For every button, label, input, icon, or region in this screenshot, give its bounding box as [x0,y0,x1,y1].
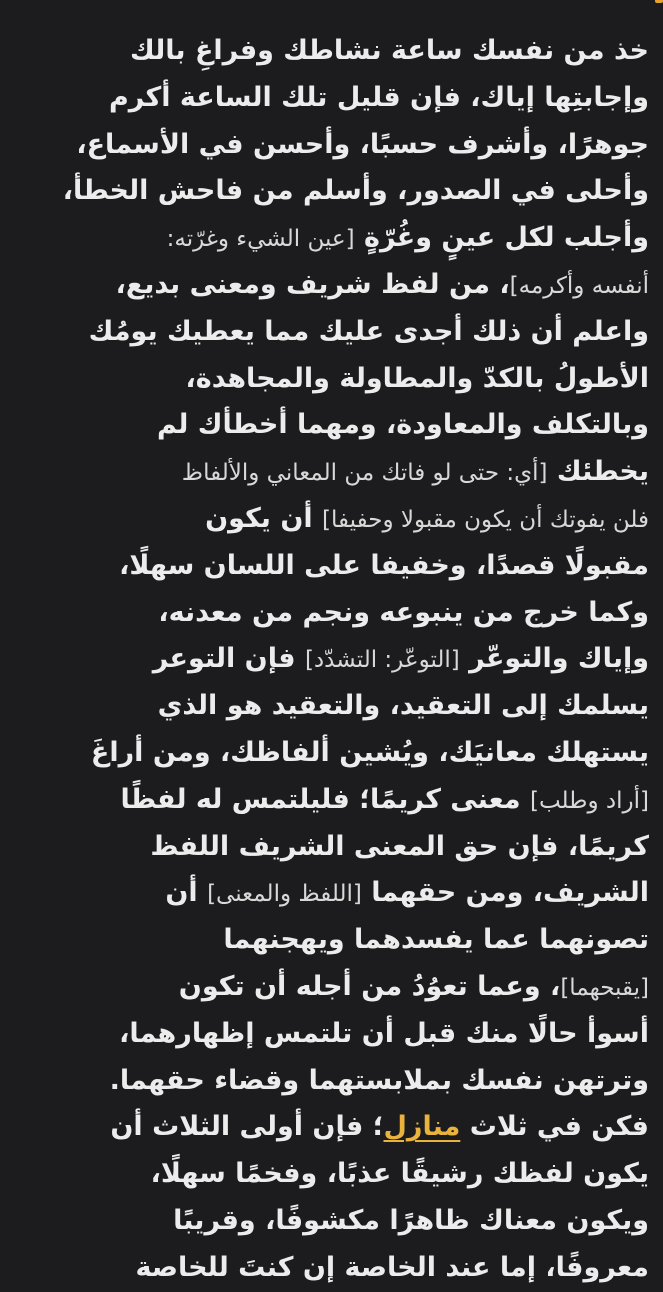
text-line: يستهلك معانيَك، ويُشين ألفاظك، ومن أراغَ [90,736,649,768]
gloss-note: فلن يفوتك أن يكون مقبولا وحفيفا] [322,506,649,533]
document-text [14,28,649,1292]
text-line: [أراد وطلب] معنى كريمًا؛ فليلتمس له لفظًا [120,783,649,815]
gloss-note: [التوعّر: التشدّد] [304,647,460,674]
highlighted-word-link[interactable]: منازل [383,1111,461,1143]
text-line: جوهرًا، وأشرف حسبًا، وأحسن في الأسماع، [76,128,649,160]
gloss-note: [اللفظ والمعنى] [207,881,362,908]
text-line: يسلمك إلى التعقيد، والتعقيد هو الذي [157,690,649,722]
text-line: وأحلى في الصدور، وأسلم من فاحش الخطأ، [62,175,649,207]
text-line: وبالتكلف والمعاودة، ومهما أخطأك لم [157,409,649,441]
gloss-note: [أي: حتى لو فاتك من المعاني والألفاظ [181,460,548,487]
text-line: أسوأ حالًا منك قبل أن تلتمس إظهارهما، [119,1017,649,1049]
text-line: [يقبحهما]، وعما تعوُدُ من أجله أن تكون [178,970,649,1002]
text-line: خذ من نفسك ساعة نشاطك وفراغِ بالك [130,35,649,66]
text-line: فكن في ثلاث منازل؛ فإن أولى الثلاث أن [110,1111,649,1143]
text-line: وإجابتِها إياك، فإن قليل تلك الساعة أكرم [108,81,649,113]
gloss-note: [أراد وطلب] [530,787,649,814]
text-line: مقبولًا قصدًا، وخفيفا على اللسان سهلًا، [119,549,649,581]
text-line: كريمًا، فإن حق المعنى الشريف اللفظ [150,830,649,862]
text-line: وكما خرج من ينبوعه ونجم من معدنه، [158,596,649,628]
gloss-note: [عين الشيء وغرّته: [166,226,355,253]
status-accent-mark [655,0,663,3]
text-line: معروفًا، إما عند الخاصة إن كنتَ للخاصة [135,1251,649,1283]
text-line: واعلم أن ذلك أجدى عليك مما يعطيك يومُك [88,315,649,347]
text-line: وأجلب لكل عينٍ وغُرّةٍ [عين الشيء وغرّته: [166,222,649,254]
text-line: ويكون معناك ظاهرًا مكشوفًا، وقريبًا [173,1204,649,1236]
gloss-note: أنفسه وأكرمه] [509,272,649,299]
text-line: وإياك والتوعّر [التوعّر: التشدّد] فإن التوعر [152,643,649,675]
text-line: وترتهن نفسك بملابستهما وقضاء حقهما. [109,1064,649,1096]
text-line: الشريف، ومن حقهما [اللفظ والمعنى] أن [165,877,649,909]
gloss-note: [يقبحهما] [560,974,649,1001]
text-line: فلن يفوتك أن يكون مقبولا وحفيفا] أن يكون [205,502,649,534]
text-line: يكون لفظك رشيقًا عذبًا، وفخمًا سهلًا، [150,1158,649,1190]
text-line: الأطولُ بالكدّ والمطاولة والمجاهدة، [185,362,649,394]
text-line: أنفسه وأكرمه]، من لفظ شريف ومعنى بديع، [115,268,649,300]
text-line: يخطئك [أي: حتى لو فاتك من المعاني والألفاظ [181,456,649,488]
text-line: تصونهما عما يفسدهما ويهجنهما [223,924,649,956]
